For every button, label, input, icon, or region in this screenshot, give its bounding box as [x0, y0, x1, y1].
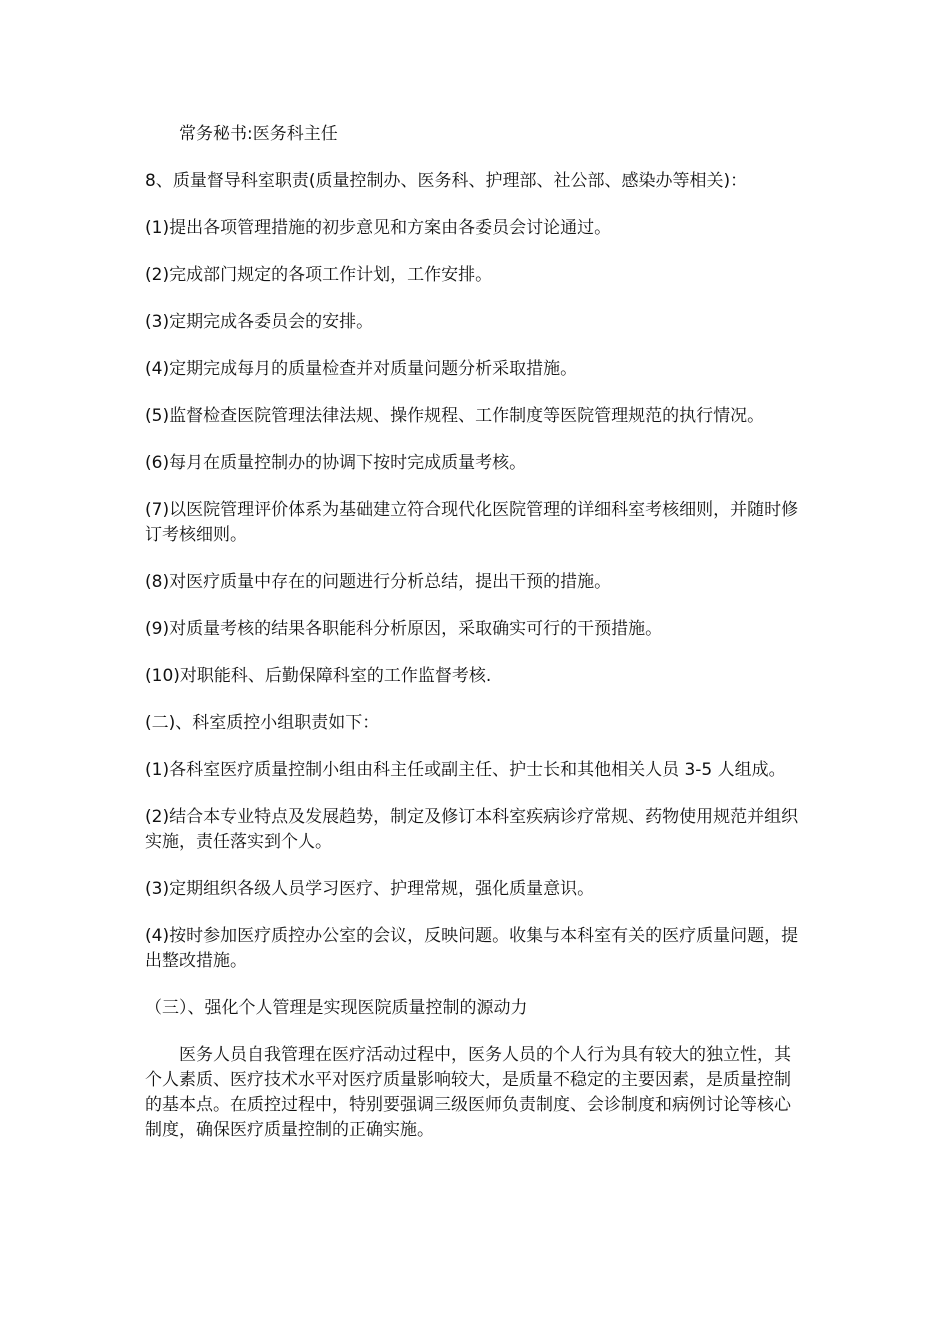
section-8-heading: 8、质量督导科室职责(质量控制办、医务科、护理部、社公部、感染办等相关)： [145, 171, 748, 191]
duty-item-8: (8)对医疗质量中存在的问题进行分析总结，提出干预的措施。 [145, 572, 612, 592]
group-duty-item-1: (1)各科室医疗质量控制小组由科主任或副主任、护士长和其他相关人员 3-5 人组成。 [145, 760, 786, 780]
section-3-heading: （三）、强化个人管理是实现医院质量控制的源动力 [145, 998, 528, 1018]
duty-item-3: (3)定期完成各委员会的安排。 [145, 312, 374, 332]
duty-item-9: (9)对质量考核的结果各职能科分析原因，采取确实可行的干预措施。 [145, 619, 663, 639]
duty-item-7: (7)以医院管理评价体系为基础建立符合现代化医院管理的详细科室考核细则，并随时修订考核细则。 [145, 500, 799, 545]
section-3-body: 医务人员自我管理在医疗活动过程中，医务人员的个人行为具有较大的独立性，其个人素质、医疗技术水平对医疗质量影响较大，是质量不稳定的主要因素，是质量控制的基本点。在质控过程中，特别要强调三级医师负责制度、会诊制度和病例讨论等核心制度，确保医疗质量控制的正确实施。 [145, 1045, 791, 1140]
duty-item-10: (10)对职能科、后勤保障科室的工作监督考核. [145, 666, 492, 686]
duty-item-5: (5)监督检查医院管理法律法规、操作规程、工作制度等医院管理规范的执行情况。 [145, 406, 765, 426]
group-duty-item-2: (2)结合本专业特点及发展趋势，制定及修订本科室疾病诊疗常规、药物使用规范并组织实施，责任落实到个人。 [145, 807, 799, 852]
group-duty-item-4: (4)按时参加医疗质控办公室的会议，反映问题。收集与本科室有关的医疗质量问题，提出整改措施。 [145, 926, 799, 971]
duty-item-6: (6)每月在质量控制办的协调下按时完成质量考核。 [145, 453, 527, 473]
group-duty-item-3: (3)定期组织各级人员学习医疗、护理常规，强化质量意识。 [145, 879, 595, 899]
duty-item-1: (1)提出各项管理措施的初步意见和方案由各委员会讨论通过。 [145, 218, 612, 238]
section-2-heading: (二)、科室质控小组职责如下： [145, 713, 380, 733]
secretary-line: 常务秘书:医务科主任 [179, 124, 338, 144]
document-body [145, 122, 807, 1165]
duty-item-4: (4)定期完成每月的质量检查并对质量问题分析采取措施。 [145, 359, 578, 379]
duty-item-2: (2)完成部门规定的各项工作计划，工作安排。 [145, 265, 493, 285]
